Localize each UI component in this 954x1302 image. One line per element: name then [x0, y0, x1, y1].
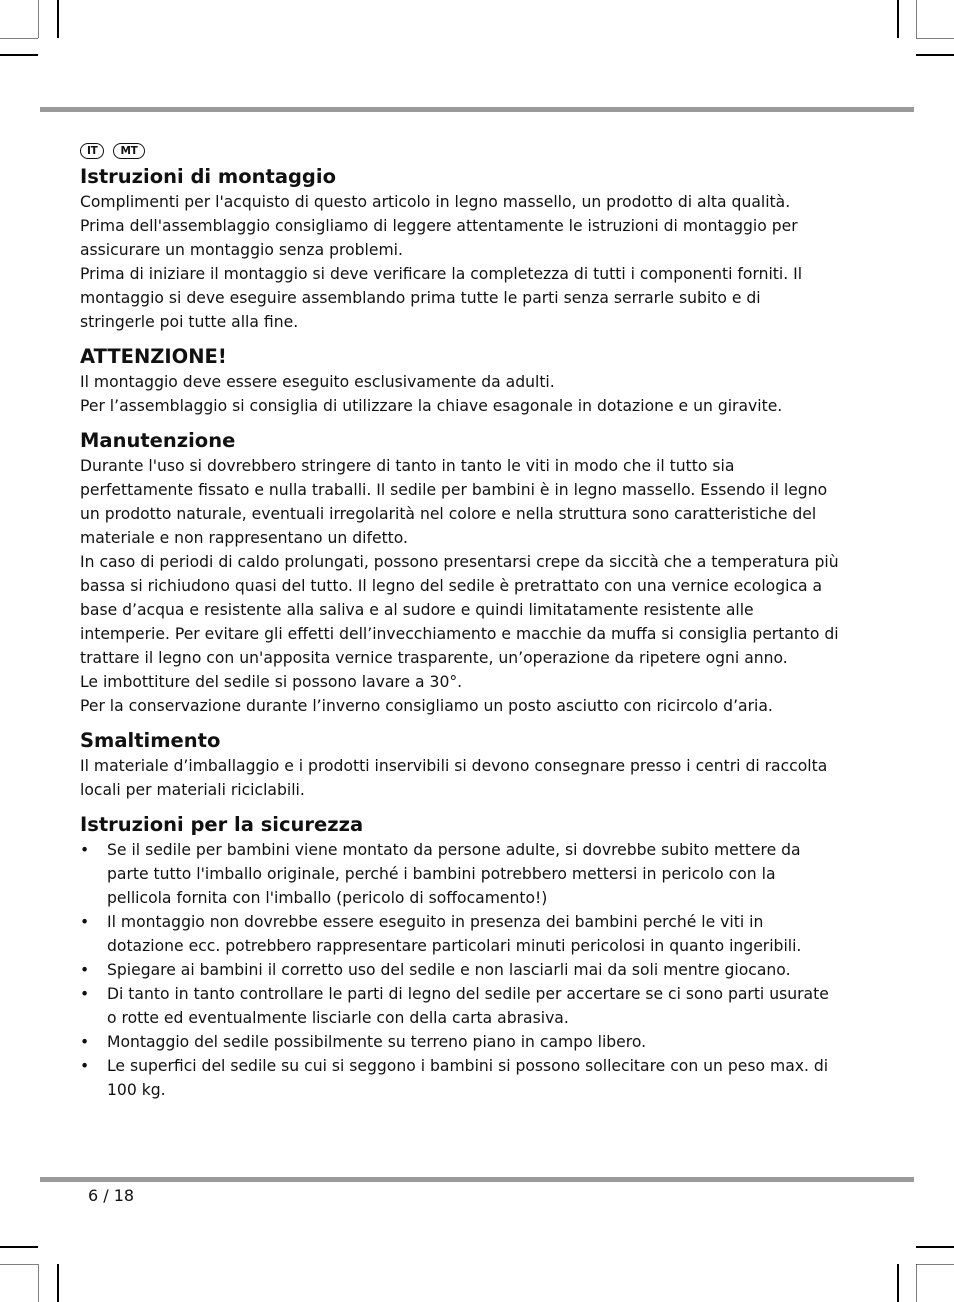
section-maintenance: [80, 428, 840, 718]
list-item: [80, 838, 840, 910]
crop-mark-bottom-right-dash-v: [916, 1264, 917, 1302]
safety-list: [80, 838, 840, 1102]
crop-mark-top-left-dash-h: [0, 38, 38, 39]
bullet-icon: •: [80, 841, 90, 859]
language-badge-it: IT: [80, 143, 104, 159]
crop-mark-top-left-dash-v: [38, 0, 39, 38]
crop-mark-top-left-v: [57, 0, 59, 38]
list-item-text: Il montaggio non dovrebbe essere eseguito in presenza dei bambini perché le viti in dotazione ecc. potrebbero rappresentare particolari minuti pericolosi in quanto ingeribili.: [107, 913, 802, 955]
crop-mark-top-right-h: [916, 54, 954, 56]
section-safety: [80, 812, 840, 1102]
list-item-text: Spiegare ai bambini il corretto uso del sedile e non lasciarli mai da soli mentre giocano.: [107, 961, 791, 979]
paragraph: Prima di iniziare il montaggio si deve verificare la completezza di tutti i componenti forniti. Il montaggio si deve eseguire assemblando prima tutte le parti senza serrarle subito e di stringerle poi tutte alla fine.: [80, 265, 803, 331]
list-item: [80, 910, 840, 958]
crop-mark-top-right-dash-v: [916, 0, 917, 38]
paragraph: In caso di periodi di caldo prolungati, possono presentarsi crepe da siccità che a temperatura più bassa si richiudono quasi del tutto. Il legno del sedile è pretrattato con una vernice ecologica a base d’acqua e resistente alla saliva e al sudore e quindi limitatamente resistente alle intemperie. Per evitare gli effetti dell’invecchiamento e macchie da muffa si consiglia pertanto di trattare il legno con un'apposita vernice trasparente, un’operazione da ripetere ogni anno.: [80, 553, 839, 667]
crop-mark-bottom-left-h: [0, 1246, 38, 1248]
list-item: [80, 1030, 840, 1054]
paragraph: Per l’assemblaggio si consiglia di utilizzare la chiave esagonale in dotazione e un giravite.: [80, 397, 783, 415]
section-title: Smaltimento: [80, 729, 221, 752]
list-item-text: Le superfici del sedile su cui si seggono i bambini si possono sollecitare con un peso max. di 100 kg.: [107, 1057, 829, 1099]
list-item-text: Se il sedile per bambini viene montato da persone adulte, si dovrebbe subito mettere da parte tutto l'imballo originale, perché i bambini potrebbero mettersi in pericolo con la pellicola fornita con l'imballo (pericolo di soffocamento!): [107, 841, 801, 907]
paragraph: Complimenti per l'acquisto di questo articolo in legno massello, un prodotto di alta qualità.: [80, 193, 791, 211]
crop-mark-bottom-right-h: [916, 1246, 954, 1248]
crop-mark-top-right-dash-h: [916, 38, 954, 39]
crop-mark-bottom-left-dash-h: [0, 1264, 38, 1265]
section-title: Istruzioni di montaggio: [80, 165, 336, 188]
bullet-icon: •: [80, 1033, 90, 1051]
paragraph: Prima dell'assemblaggio consigliamo di leggere attentamente le istruzioni di montaggio per assicurare un montaggio senza problemi.: [80, 217, 798, 259]
paragraph: Il materiale d’imballaggio e i prodotti inservibili si devono consegnare presso i centri di raccolta locali per materiali riciclabili.: [80, 757, 828, 799]
crop-mark-bottom-right-v: [897, 1264, 899, 1302]
list-item: [80, 1054, 840, 1102]
section-title: ATTENZIONE!: [80, 345, 227, 368]
bullet-icon: •: [80, 913, 90, 931]
paragraph: Per la conservazione durante l’inverno consigliamo un posto asciutto con ricircolo d’aria.: [80, 697, 773, 715]
list-item: [80, 958, 840, 982]
page-number: 6 / 18: [88, 1186, 135, 1205]
section-warning: [80, 344, 840, 418]
paragraph: Durante l'uso si dovrebbero stringere di tanto in tanto le viti in modo che il tutto sia perfettamente fissato e nulla traballi. Il sedile per bambini è in legno massello. Essendo il legno un prodotto naturale, eventuali irregolarità nel colore e nella struttura sono caratteristiche del materiale e non rappresentano un difetto.: [80, 457, 828, 547]
section-assembly: [80, 164, 840, 334]
bullet-icon: •: [80, 985, 90, 1003]
crop-mark-bottom-left-v: [57, 1264, 59, 1302]
list-item: [80, 982, 840, 1030]
language-badge-mt: MT: [113, 143, 144, 159]
top-rule: [40, 107, 914, 112]
crop-mark-bottom-right-dash-h: [916, 1264, 954, 1265]
bullet-icon: •: [80, 961, 90, 979]
bullet-icon: •: [80, 1057, 90, 1075]
section-title: Istruzioni per la sicurezza: [80, 813, 364, 836]
page-content: [80, 140, 840, 1102]
paragraph: Il montaggio deve essere eseguito esclusivamente da adulti.: [80, 373, 555, 391]
paragraph: Le imbottiture del sedile si possono lavare a 30°.: [80, 673, 463, 691]
bottom-rule: [40, 1177, 914, 1182]
crop-mark-top-right-v: [897, 0, 899, 38]
list-item-text: Di tanto in tanto controllare le parti di legno del sedile per accertare se ci sono parti usurate o rotte ed eventualmente lisciarle con della carta abrasiva.: [107, 985, 829, 1027]
crop-mark-bottom-left-dash-v: [38, 1264, 39, 1302]
section-title: Manutenzione: [80, 429, 236, 452]
crop-mark-top-left-h: [0, 54, 38, 56]
list-item-text: Montaggio del sedile possibilmente su terreno piano in campo libero.: [107, 1033, 647, 1051]
section-disposal: [80, 728, 840, 802]
language-badges: [80, 140, 840, 162]
